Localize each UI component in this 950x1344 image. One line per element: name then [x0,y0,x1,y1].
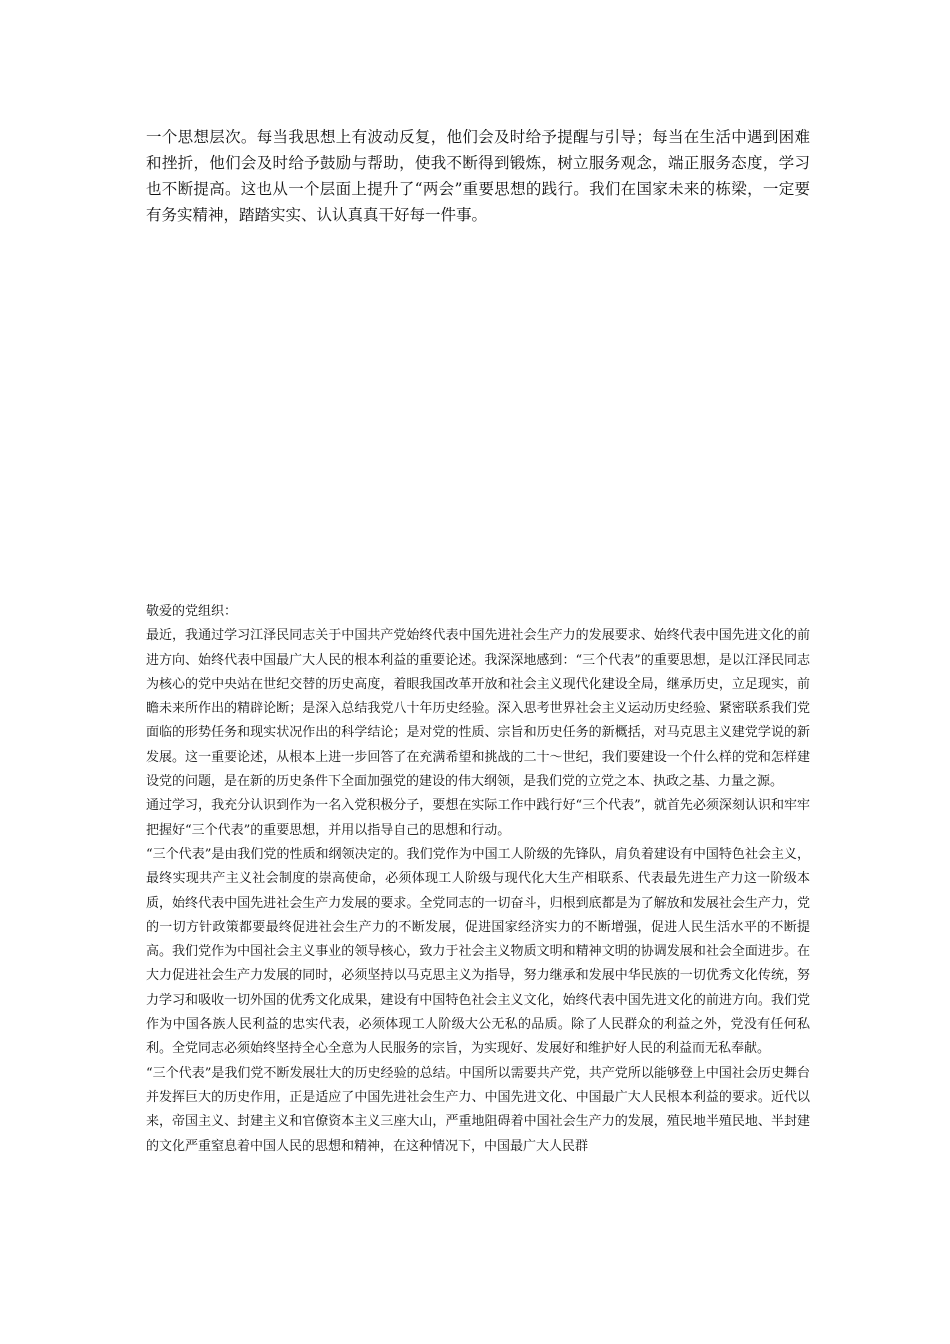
letter-paragraph: “三个代表”是由我们党的性质和纲领决定的。我们党作为中国工人阶级的先锋队，肩负着建设有中国特色社会主义，最终实现共产主义社会制度的崇高使命，必须体现工人阶级与现代化大生产相联系、代表最先进生产力这一阶级本质，始终代表中国先进社会生产力发展的要求。全党同志的一切奋斗，归根到底都是为了解放和发展社会生产力，党的一切方针政策都要最终促进社会生产力的不断发展，促进国家经济实力的不断增强，促进人民生活水平的不断提高。我们党作为中国社会主义事业的领导核心，致力于社会主义物质文明和精神文明的协调发展和社会全面进步。在大力促进社会生产力发展的同时，必须坚持以马克思主义为指导，努力继承和发展中华民族的一切优秀文化传统，努力学习和吸收一切外国的优秀文化成果，建设有中国特色社会主义文化，始终代表中国先进文化的前进方向。我们党作为中国各族人民利益的忠实代表，必须体现工人阶级大公无私的品质。除了人民群众的利益之外，党没有任何私利。全党同志必须始终坚持全心全意为人民服务的宗旨，为实现好、发展好和维护好人民的利益而无私奉献。 [146,846,810,1057]
letter-paragraph: “三个代表”是我们党不断发展壮大的历史经验的总结。中国所以需要共产党，共产党所以能够登上中国社会历史舞台并发挥巨大的历史作用，正是适应了中国先进社会生产力、中国先进文化、中国最广大人民根本利益的要求。近代以来，帝国主义、封建主义和官僚资本主义三座大山，严重地阻碍着中国社会生产力的发展，殖民地半殖民地、半封建的文化严重窒息着中国人民的思想和精神，在这种情况下，中国最广大人民群 [146,1065,810,1154]
top-paragraph: 一个思想层次。每当我思想上有波动反复，他们会及时给予提醒与引导；每当在生活中遇到困难和挫折，他们会及时给予鼓励与帮助，使我不断得到锻炼，树立服务观念，端正服务态度，学习也不断提高。这也从一个层面上提升了“两会”重要思想的践行。我们在国家未来的栋梁，一定要有务实精神，踏踏实实、认认真真干好每一件事。 [146,128,810,224]
letter-paragraph: 最近，我通过学习江泽民同志关于中国共产党始终代表中国先进社会生产力的发展要求、始终代表中国先进文化的前进方向、始终代表中国最广大人民的根本利益的重要论述。我深深地感到：“三个代表”的重要思想，是以江泽民同志为核心的党中央站在世纪交替的历史高度，着眼我国改革开放和社会主义现代化建设全局，继承历史，立足现实，前瞻未来所作出的精辟论断；是深入总结我党八十年历史经验。深入思考世界社会主义运动历史经验、紧密联系我们党面临的形势任务和现实状况作出的科学结论；是对党的性质、宗旨和历史任务的新概括，对马克思主义建党学说的新发展。这一重要论述，从根本上进一步回答了在充满希望和挑战的二十～世纪，我们要建设一个什么样的党和怎样建设党的问题，是在新的历史条件下全面加强党的建设的伟大纲领，是我们党的立党之本、执政之基、力量之源。 [146,628,810,790]
top-text-block [146,124,810,228]
letter-salutation: 敬爱的党组织： [146,604,238,619]
letter-body [146,600,810,1159]
letter-paragraph: 通过学习，我充分认识到作为一名入党积极分子，要想在实际工作中践行好“三个代表”，就首先必须深刻认识和牢牢把握好“三个代表”的重要思想，并用以指导自己的思想和行动。 [146,798,810,838]
